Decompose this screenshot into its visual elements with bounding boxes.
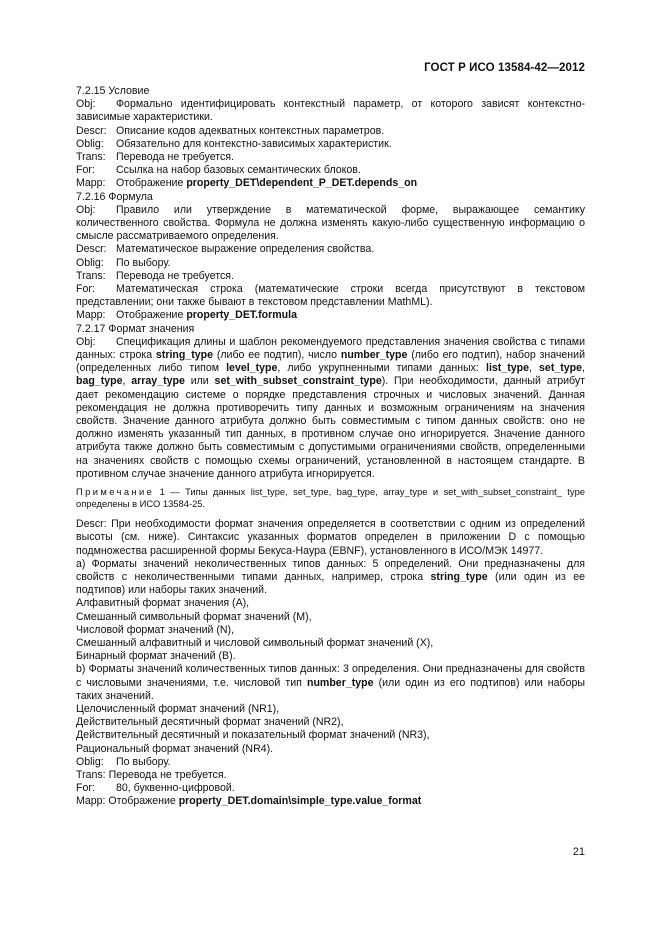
item-a-text: (или один из ее подтипов) или наборы таких значений. xyxy=(76,570,585,597)
mapp-code: property_DET.domain\simple_type.value_format xyxy=(178,795,422,808)
mapp-label: Mapp: xyxy=(76,795,106,808)
for-label: For: xyxy=(76,164,95,177)
obj-code: level_type xyxy=(226,362,278,375)
b-list-item: Действительный десятичный формат значений (NR2), xyxy=(76,716,344,729)
oblig-text: По выбору. xyxy=(116,755,171,768)
for-text: Ссылка на набор базовых семантических блоков. xyxy=(116,164,361,177)
s7217-oblig xyxy=(50,756,585,769)
obj-text: Спецификация длины и шаблон рекомендуемого представления значения свойства с типами данных: строка xyxy=(76,335,585,362)
item-b-code: number_type xyxy=(306,676,374,689)
s7216-oblig xyxy=(50,257,585,270)
s7215-for xyxy=(50,164,585,177)
mapp-code: property_DET.formula xyxy=(186,309,297,322)
mapp-text: Отображение xyxy=(116,309,187,322)
s7217-item-b xyxy=(50,663,585,703)
obj-code: bag_type xyxy=(76,375,123,388)
obj-label: Obj: xyxy=(76,203,96,216)
descr-label: Descr: xyxy=(76,124,107,137)
item-a-text: a) Форматы значений неколичественных типов данных: 5 определений. Они предназначены для свойств с неколичественными типами данных, например, строка xyxy=(76,557,585,583)
descr-text: Математическое выражение определения свойства. xyxy=(116,243,375,256)
s7216-obj xyxy=(50,204,585,244)
s7216-trans xyxy=(50,270,585,283)
trans-label: Trans: xyxy=(76,151,106,164)
for-text: Математическая строка (математические строки всегда присутствуют в текстовом представлении; они также бывают в текстовом представлении MathML). xyxy=(76,283,585,309)
a-list-item: Смешанный алфавитный и числовой символьный формат значений (X), xyxy=(76,636,434,649)
page-number: 21 xyxy=(572,845,585,858)
for-text: 80, буквенно-цифровой. xyxy=(116,782,235,795)
for-label: For: xyxy=(76,283,95,296)
obj-text: (либо ее подтип), число xyxy=(213,349,341,362)
obj-text: , xyxy=(122,375,132,388)
mapp-text: Отображение xyxy=(116,177,187,190)
a-list-item: Числовой формат значений (N), xyxy=(76,623,235,636)
mapp-label: Mapp: xyxy=(76,177,106,190)
trans-text: Перевода не требуется. xyxy=(116,269,234,282)
s7217-for xyxy=(50,782,585,795)
s7217-descr xyxy=(50,518,585,558)
note-label: Примечание xyxy=(76,486,155,498)
oblig-label: Oblig: xyxy=(76,137,104,150)
obj-code: array_type xyxy=(131,375,185,388)
obj-code: set_with_subset_constraint_type xyxy=(214,375,382,388)
item-a-code: string_type xyxy=(430,570,488,583)
obj-text: , xyxy=(529,362,540,375)
obj-text: ). При необходимости, данный атрибут дает рекомендацию системе о порядке представления строчных и числовых значений. Данная рекомендация не должна противоречить типу данных и возможным ограничениям на значения свойств. Значение данного атрибута должно быть совместимым с типом данных свойств: оно не должно изменять указанный тип данных, в противном случае оно игнорируется. Значение данного атрибута также должно быть совместимым с допустимыми ограничениями свойств, определенными на значениях свойств с помощью схемы ограничений, установленной в настоящем стандарте. В противном случае значение данного атрибута игнорируется. xyxy=(76,375,585,480)
s7217-item-a xyxy=(50,558,585,598)
section-7-2-16-heading: 7.2.16 Формула xyxy=(76,190,153,203)
b-list-item: Действительный десятичный и показательный формат значений (NR3), xyxy=(76,729,430,742)
descr-text: При необходимости формат значения определяется в соответствии с одним из определений высоты (см. ниже). Синтаксис указанных форматов определен в приложении D с помощью подмножества расширенной формы Бекуса-Наура (EBNF), установленного в ИСО/МЭК 14977. xyxy=(76,518,585,557)
obj-label: Obj: xyxy=(76,335,96,348)
obj-text: (либо его подтип), набор значений (определенных либо типом xyxy=(76,349,585,375)
a-list-item: Смешанный символьный формат значений (M), xyxy=(76,610,312,623)
note-1 xyxy=(50,486,585,510)
a-list-item: Алфавитный формат значения (A), xyxy=(76,597,250,610)
obj-text: , xyxy=(582,362,585,375)
descr-text: Описание кодов адекватных контекстных параметров. xyxy=(116,124,385,137)
obj-text: или xyxy=(184,375,215,388)
b-list-item: Целочисленный формат значений (NR1), xyxy=(76,702,280,715)
trans-label: Trans: xyxy=(76,768,106,781)
obj-text: Правило или утверждение в математической форме, выражающее семантику количественного свойства. Формула не должна изменять какую-либо существенную информацию о смысле рассматриваемого определения. xyxy=(76,203,585,243)
note-text: 1 — Типы данных list_type, set_type, bag_type, array_type и set_with_subset_constraint_ type определены в ИСО 13584-25. xyxy=(76,486,585,510)
obj-code: list_type xyxy=(486,362,529,375)
oblig-label: Oblig: xyxy=(76,755,104,768)
descr-label: Descr: xyxy=(76,518,107,531)
s7216-for xyxy=(50,283,585,309)
mapp-code: property_DET\dependent_P_DET.depends_on xyxy=(186,177,418,190)
oblig-text: Обязательно для контекстно-зависимых характеристик. xyxy=(116,137,392,150)
obj-code: set_type xyxy=(539,362,583,375)
a-list-item: Бинарный формат значений (B). xyxy=(76,650,236,663)
s7217-mapp xyxy=(50,795,585,808)
b-list-item: Рациональный формат значений (NR4). xyxy=(76,742,274,755)
s7215-oblig xyxy=(50,138,585,151)
s7215-mapp xyxy=(50,177,585,190)
descr-label: Descr: xyxy=(76,243,107,256)
document-header: ГОСТ Р ИСО 13584-42—2012 xyxy=(424,62,585,74)
obj-text: Формально идентифицировать контекстный параметр, от которого зависят контекстно-зависимые характеристики. xyxy=(76,98,585,124)
obj-code: string_type xyxy=(155,349,214,362)
s7215-descr xyxy=(50,125,585,138)
s7216-descr xyxy=(50,243,585,256)
s7217-obj xyxy=(50,336,585,481)
mapp-label: Mapp: xyxy=(76,309,106,322)
trans-label: Trans: xyxy=(76,269,106,282)
trans-text: Перевода не требуется. xyxy=(116,151,234,164)
item-b-text: b) Форматы значений количественных типов данных: 3 определения. Они предназначены для свойств с числовыми значениями, т.е. числовой тип xyxy=(76,663,585,689)
obj-text: , либо укрупненными типами данных: xyxy=(277,362,487,375)
section-7-2-15-heading: 7.2.15 Условие xyxy=(76,85,150,97)
item-b-text: (или один из его подтипов) или наборы таких значений. xyxy=(76,676,585,702)
mapp-text: Отображение xyxy=(105,795,179,808)
section-7-2-17-heading: 7.2.17 Формат значения xyxy=(76,322,195,335)
s7215-obj xyxy=(50,98,585,124)
obj-label: Obj: xyxy=(76,98,96,111)
trans-text: Перевода не требуется. xyxy=(108,768,227,781)
s7217-trans xyxy=(50,769,585,782)
oblig-text: По выбору. xyxy=(116,256,171,269)
document-body xyxy=(50,85,585,809)
oblig-label: Oblig: xyxy=(76,256,104,269)
for-label: For: xyxy=(76,782,95,795)
obj-code: number_type xyxy=(340,349,408,362)
s7215-trans xyxy=(50,151,585,164)
s7216-mapp xyxy=(50,309,585,322)
